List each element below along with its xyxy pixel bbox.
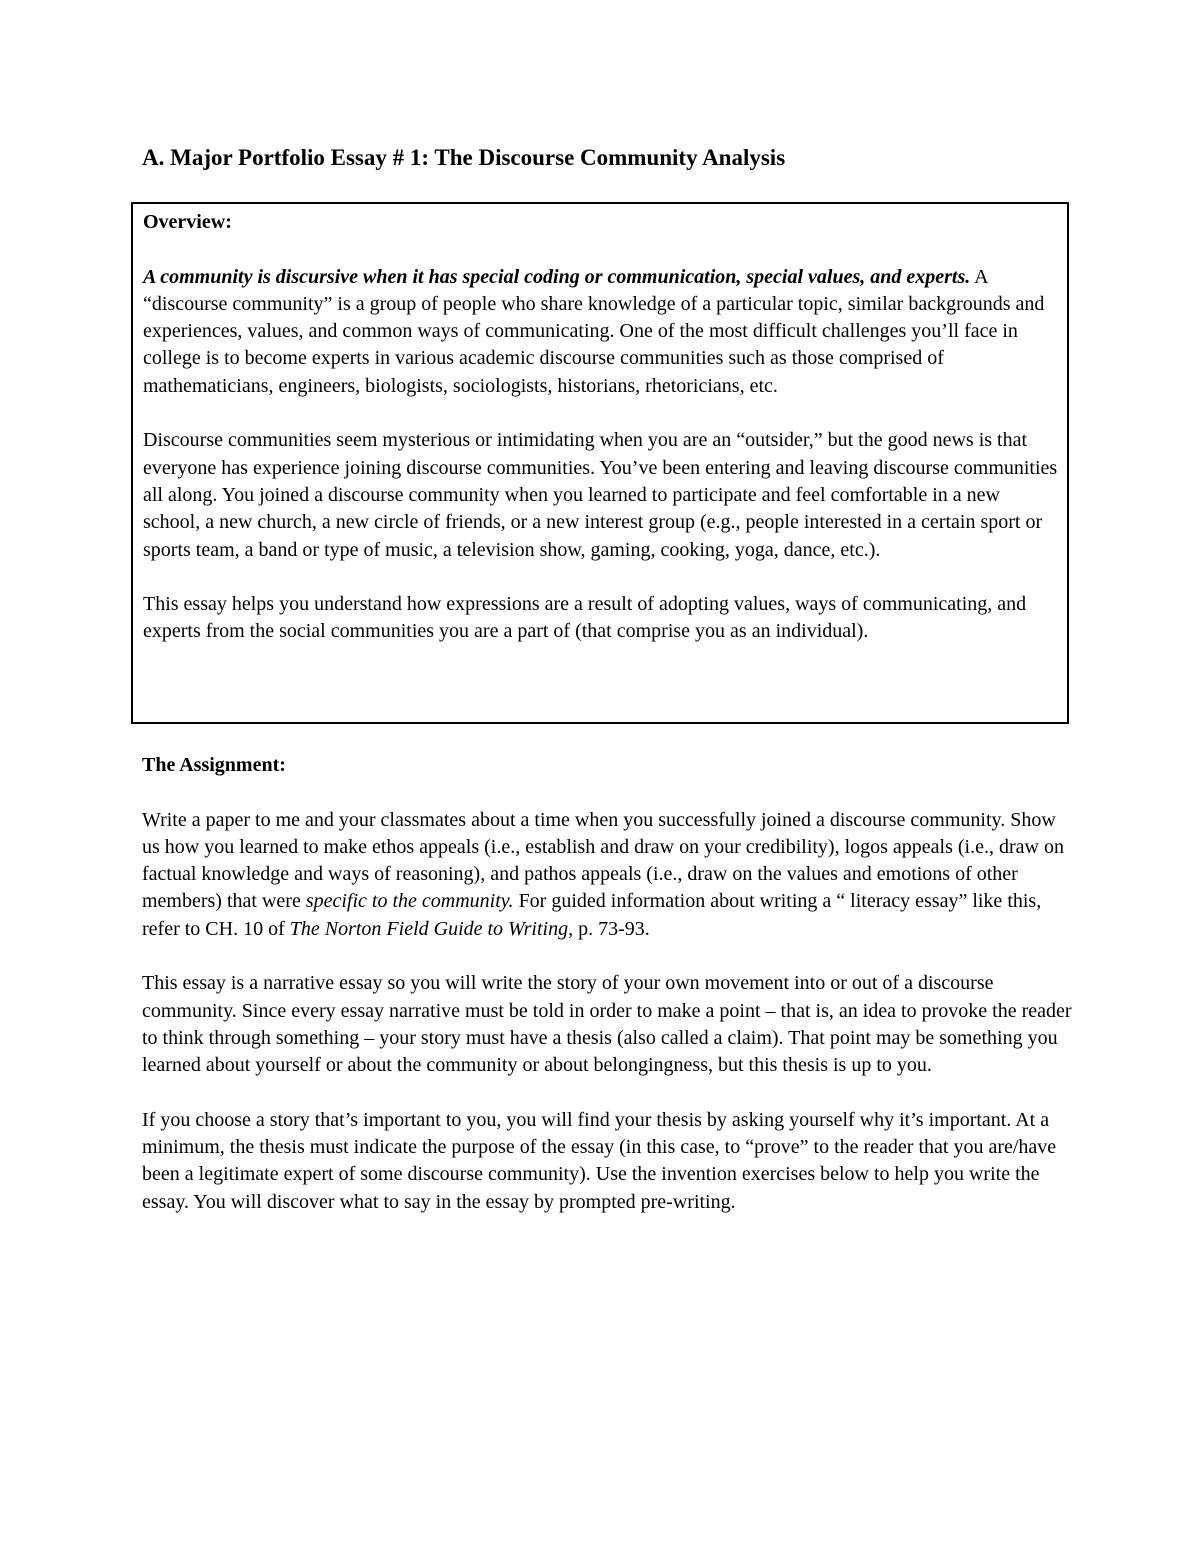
- assignment-section: [142, 752, 1072, 1216]
- assignment-book-title: The Norton Field Guide to Writing: [289, 917, 569, 940]
- assignment-heading: The Assignment:: [142, 754, 286, 776]
- assignment-paragraph-1: [142, 807, 1072, 943]
- assignment-p1-text-a: Write a paper to me and your classmates about a time when you successfully joined a discourse community. Show us how you learned to make ethos appeals (i.e., establish and draw on your credibility), logos appeals (i.e., draw on factual knowledge and ways of reasoning), and pathos appeals (i.e., draw on the values and emotions of other members) that were: [142, 808, 1064, 913]
- overview-content: [143, 209, 1061, 646]
- overview-paragraph-1-text: A “discourse community” is a group of people who share knowledge of a particular topic, similar backgrounds and experiences, values, and common ways of communicating. One of the most difficult challenges you’ll face in college is to become experts in various academic discourse communities such as those comprised of mathematicians, engineers, biologists, sociologists, historians, rhetoricians, etc.: [143, 265, 1045, 397]
- assignment-p1-emphasis: specific to the community.: [305, 890, 514, 913]
- assignment-p1-text-c: , p. 73-93.: [568, 917, 650, 940]
- overview-paragraph-2: Discourse communities seem mysterious or intimidating when you are an “outsider,” but the good news is that everyone has experience joining discourse communities. You’ve been entering and leaving discourse communities all along. You joined a discourse community when you learned to participate and feel comfortable in a new school, a new church, a new circle of friends, or a new interest group (e.g., people interested in a certain sport or sports team, a band or type of music, a television show, gaming, cooking, yoga, dance, etc.).: [143, 429, 1058, 561]
- overview-paragraph-3: This essay helps you understand how expressions are a result of adopting values, ways of communicating, and experts from the social communities you are a part of (that comprise you as an individual).: [143, 593, 1027, 643]
- page-title: A. Major Portfolio Essay # 1: The Discourse Community Analysis: [142, 145, 786, 170]
- assignment-paragraph-3: If you choose a story that’s important to you, you will find your thesis by asking yourself why it’s important. At a minimum, the thesis must indicate the purpose of the essay (in this case, to “prove” to the reader that you are/have been a legitimate expert of some discourse community). Use the invention exercises below to help you write the essay. You will discover what to say in the essay by prompted pre-writing.: [142, 1108, 1057, 1213]
- overview-definition: A community is discursive when it has special coding or communication, special values, and experts.: [143, 265, 971, 288]
- assignment-paragraph-2: This essay is a narrative essay so you will write the story of your own movement into or out of a discourse community. Since every essay narrative must be told in order to make a point – that is, an idea to provoke the reader to think through something – your story must have a thesis (also called a claim). That point may be something you learned about yourself or about the community or about belongingness, but this thesis is up to you.: [142, 972, 1072, 1077]
- assignment-p1-text-b: For guided information about writing a “ literacy essay” like this, refer to CH. 10 of: [142, 890, 1042, 940]
- overview-heading: Overview:: [143, 211, 232, 233]
- overview-box: [131, 202, 1069, 724]
- overview-paragraph-1: [143, 264, 1061, 400]
